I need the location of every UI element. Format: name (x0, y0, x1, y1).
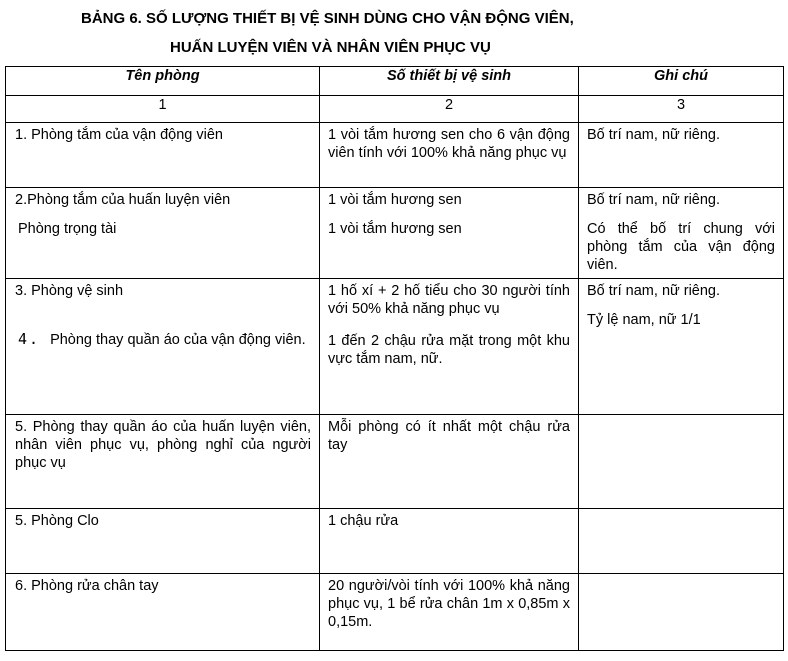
room-name: Phòng trọng tài (18, 221, 117, 237)
equipment-text: 1 hố xí + 2 hố tiểu cho 30 người tính với 50% khả năng phục vụ (328, 283, 570, 317)
note-cell (579, 415, 784, 509)
equipment-cell (320, 123, 579, 188)
equipment-text: 1 chậu rửa (328, 513, 399, 529)
column-number-1: 1 (6, 96, 320, 123)
room-name: 3. Phòng vệ sinh (15, 283, 124, 299)
room-cell (6, 188, 320, 279)
room-name: 5. Phòng thay quần áo của huấn luyện viên, nhân viên phục vụ, phòng nghỉ của người phục vụ (15, 419, 311, 471)
table-row (6, 279, 784, 415)
note-text: Có thể bố trí chung với phòng tắm của vận động viên. (587, 221, 775, 273)
room-cell (6, 574, 320, 651)
room-cell (6, 509, 320, 574)
equipment-cell (320, 415, 579, 509)
column-number-row (6, 96, 784, 123)
equipment-text: 1 vòi tắm hương sen (328, 192, 462, 208)
table-row (6, 509, 784, 574)
equipment-text: 1 đến 2 chậu rửa mặt trong một khu vực tắm nam, nữ. (328, 333, 570, 367)
header-room-name: Tên phòng (6, 67, 320, 96)
column-number-2: 2 (320, 96, 579, 123)
column-number-3: 3 (579, 96, 784, 123)
sanitary-equipment-table (5, 66, 784, 651)
table-row (6, 574, 784, 651)
equipment-text: 1 vòi tắm hương sen (328, 221, 462, 237)
equipment-text: 20 người/vòi tính với 100% khả năng phục vụ, 1 bể rửa chân 1m x 0,85m x 0,15m. (328, 578, 570, 630)
header-row (6, 67, 784, 96)
note-text: Bố trí nam, nữ riêng. (587, 283, 721, 299)
note-cell (579, 509, 784, 574)
header-notes: Ghi chú (579, 67, 784, 96)
equipment-cell (320, 279, 579, 415)
table-row (6, 415, 784, 509)
title-line-2: HUẤN LUYỆN VIÊN VÀ NHÂN VIÊN PHỤC VỤ (170, 39, 491, 56)
equipment-cell (320, 188, 579, 279)
note-text: Bố trí nam, nữ riêng. (587, 127, 721, 143)
table-row (6, 123, 784, 188)
note-cell (579, 188, 784, 279)
equipment-text: Mỗi phòng có ít nhất một chậu rửa tay (328, 419, 570, 453)
room-number-4: 4. (18, 330, 41, 348)
room-cell (6, 415, 320, 509)
note-cell (579, 574, 784, 651)
note-text: Bố trí nam, nữ riêng. (587, 192, 721, 208)
room-name: 5. Phòng Clo (15, 513, 99, 529)
equipment-cell (320, 509, 579, 574)
equipment-cell (320, 574, 579, 651)
room-name: Phòng thay quần áo của vận động viên. (50, 332, 306, 348)
equipment-text: 1 vòi tắm hương sen cho 6 vận động viên tính với 100% khả năng phục vụ (328, 127, 570, 161)
room-cell (6, 123, 320, 188)
room-cell (6, 279, 320, 415)
note-cell (579, 123, 784, 188)
room-name: 6. Phòng rửa chân tay (15, 578, 159, 594)
room-name: 2.Phòng tắm của huấn luyện viên (15, 192, 231, 208)
note-cell (579, 279, 784, 415)
note-text: Tỷ lệ nam, nữ 1/1 (587, 312, 701, 328)
room-name: 1. Phòng tắm của vận động viên (15, 127, 223, 143)
header-equipment-count: Số thiết bị vệ sinh (320, 67, 579, 96)
table-row (6, 188, 784, 279)
title-line-1: BẢNG 6. SỐ LƯỢNG THIẾT BỊ VỆ SINH DÙNG CHO VẬN ĐỘNG VIÊN, (81, 10, 574, 27)
